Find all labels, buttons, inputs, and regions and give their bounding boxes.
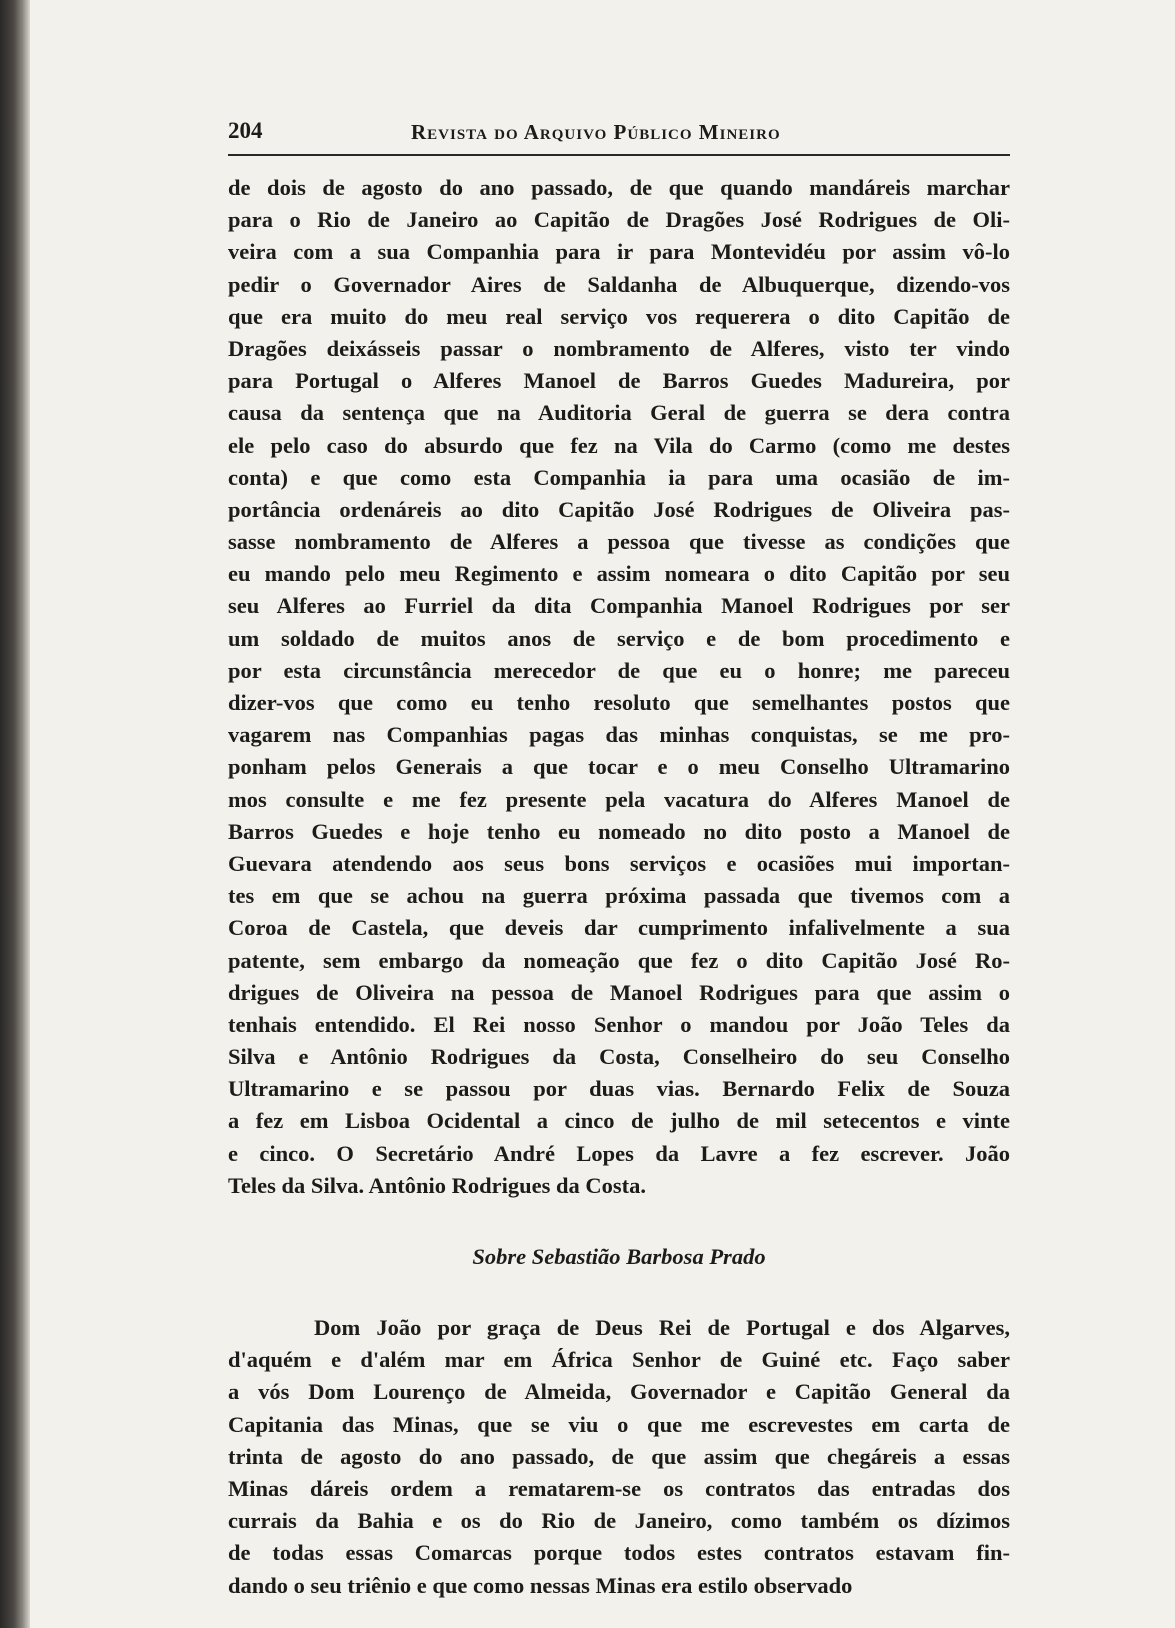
text-line: Teles da Silva. Antônio Rodrigues da Costa.	[228, 1172, 646, 1198]
text-line: para Portugal o Alferes Manoel de Barros Guedes Madureira, por	[228, 368, 1010, 394]
text-line: por esta circunstância merecedor de que eu o honre; me pareceu	[228, 657, 1010, 683]
section-title: Sobre Sebastião Barbosa Prado	[472, 1244, 766, 1269]
text-line: causa da sentença que na Auditoria Geral de guerra se dera contra	[228, 400, 1010, 426]
text-line: de dois de agosto do ano passado, de que quando mandáreis marchar	[228, 175, 1010, 200]
text-line: currais da Bahia e os do Rio de Janeiro, como também os dízimos	[228, 1508, 1010, 1534]
text-line: pedir o Governador Aires de Saldanha de Albuquerque, dizendo-vos	[228, 271, 1010, 297]
text-line: Minas dáreis ordem a rematarem-se os contratos das entradas dos	[228, 1475, 1010, 1501]
text-line: seu Alferes ao Furriel da dita Companhia Manoel Rodrigues por ser	[228, 593, 1010, 619]
running-head: Revista do Arquivo Público Mineiro	[411, 120, 781, 144]
text-line: patente, sem embargo da nomeação que fez o dito Capitão José Ro-	[228, 947, 1010, 973]
page-header	[228, 118, 1010, 156]
text-line: veira com a sua Companhia para ir para Montevidéu por assim vô-lo	[228, 239, 1010, 265]
text-line: sasse nombramento de Alferes a pessoa que tivesse as condições que	[228, 529, 1010, 555]
text-line: a fez em Lisboa Ocidental a cinco de julho de mil setecentos e vinte	[228, 1108, 1010, 1134]
text-line: que era muito do meu real serviço vos requerera o dito Capitão de	[228, 303, 1010, 329]
text-line: dando o seu triênio e que como nessas Minas era estilo observado	[228, 1572, 853, 1598]
text-line: tenhais entendido. El Rei nosso Senhor o mandou por João Teles da	[228, 1011, 1010, 1037]
text-line: drigues de Oliveira na pessoa de Manoel Rodrigues para que assim o	[228, 979, 1010, 1005]
text-line: ponham pelos Generais a que tocar e o meu Conselho Ultramarino	[228, 754, 1010, 780]
text-line: dizer-vos que como eu tenho resoluto que semelhantes postos que	[228, 690, 1010, 715]
text-line: Coroa de Castela, que deveis dar cumprimento infalivelmente a sua	[228, 915, 1010, 941]
text-line: trinta de agosto do ano passado, de que assim que chegáreis a essas	[228, 1443, 1010, 1469]
paragraph-2	[228, 1312, 1010, 1602]
text-line: e cinco. O Secretário André Lopes da Lavre a fez escrever. João	[228, 1140, 1010, 1166]
text-line: para o Rio de Janeiro ao Capitão de Dragões José Rodrigues de Oli-	[228, 207, 1010, 233]
text-line: Ultramarino e se passou por duas vias. Bernardo Felix de Souza	[228, 1076, 1010, 1102]
text-line: de todas essas Comarcas porque todos estes contratos estavam fin-	[228, 1540, 1010, 1566]
text-line: Guevara atendendo aos seus bons serviços e ocasiões mui importan-	[228, 850, 1010, 876]
text-line: tes em que se achou na guerra próxima passada que tivemos com a	[228, 883, 1010, 909]
text-line: um soldado de muitos anos de serviço e de bom procedimento e	[228, 625, 1010, 651]
text-line: Dom João por graça de Deus Rei de Portugal e dos Algarves,	[314, 1315, 1010, 1340]
text-line: Capitania das Minas, que se viu o que me escrevestes em carta de	[228, 1411, 1010, 1437]
text-line: a vós Dom Lourenço de Almeida, Governador e Capitão General da	[228, 1379, 1010, 1405]
page-number: 204	[228, 118, 263, 143]
text-line: Silva e Antônio Rodrigues da Costa, Conselheiro do seu Conselho	[228, 1044, 1010, 1070]
text-line: portância ordenáreis ao dito Capitão José Rodrigues de Oliveira pas-	[228, 496, 1010, 522]
text-line: ele pelo caso do absurdo que fez na Vila do Carmo (como me destes	[228, 432, 1010, 458]
book-binding-edge	[0, 0, 30, 1628]
text-line: Barros Guedes e hoje tenho eu nomeado no dito posto a Manoel de	[228, 818, 1010, 844]
text-line: Dragões deixásseis passar o nombramento de Alferes, visto ter vindo	[228, 335, 1010, 361]
paragraph-1	[228, 172, 1010, 1202]
text-line: d'aquém e d'além mar em África Senhor de Guiné etc. Faço saber	[228, 1347, 1010, 1373]
text-line: vagarem nas Companhias pagas das minhas conquistas, se me pro-	[228, 722, 1010, 748]
text-line: conta) e que como esta Companhia ia para uma ocasião de im-	[228, 464, 1010, 490]
text-line: mos consulte e me fez presente pela vacatura do Alferes Manoel de	[228, 786, 1010, 812]
text-line: eu mando pelo meu Regimento e assim nomeara o dito Capitão por seu	[228, 561, 1010, 587]
